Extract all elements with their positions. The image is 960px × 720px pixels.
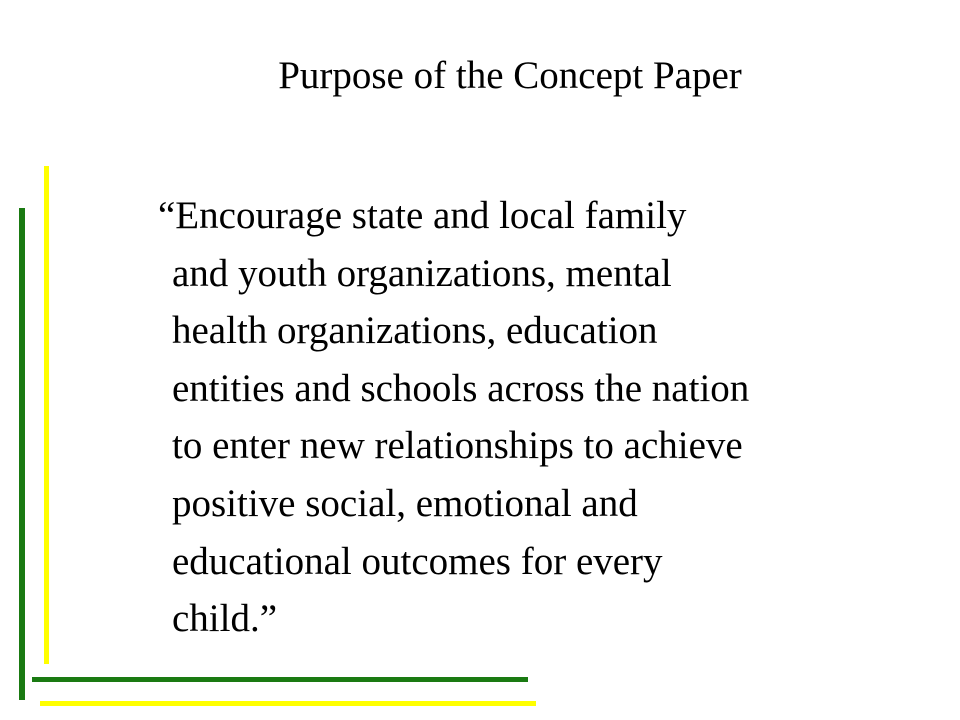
quote-line: health organizations, education bbox=[172, 309, 658, 353]
green-vertical-rule bbox=[19, 208, 25, 700]
yellow-vertical-rule bbox=[44, 166, 49, 664]
quote-line: to enter new relationships to achieve bbox=[172, 424, 743, 468]
yellow-horizontal-rule bbox=[40, 701, 536, 706]
quote-line: and youth organizations, mental bbox=[172, 251, 672, 295]
quote-text bbox=[158, 187, 912, 648]
slide-title: Purpose of the Concept Paper bbox=[278, 54, 742, 97]
quote-line: “Encourage state and local family bbox=[158, 194, 687, 237]
quote-line: educational outcomes for every bbox=[172, 539, 663, 583]
quote-line: child.” bbox=[172, 597, 278, 641]
quote-line: entities and schools across the nation bbox=[172, 366, 750, 410]
green-horizontal-rule bbox=[32, 677, 528, 682]
quote-line: positive social, emotional and bbox=[172, 481, 638, 525]
